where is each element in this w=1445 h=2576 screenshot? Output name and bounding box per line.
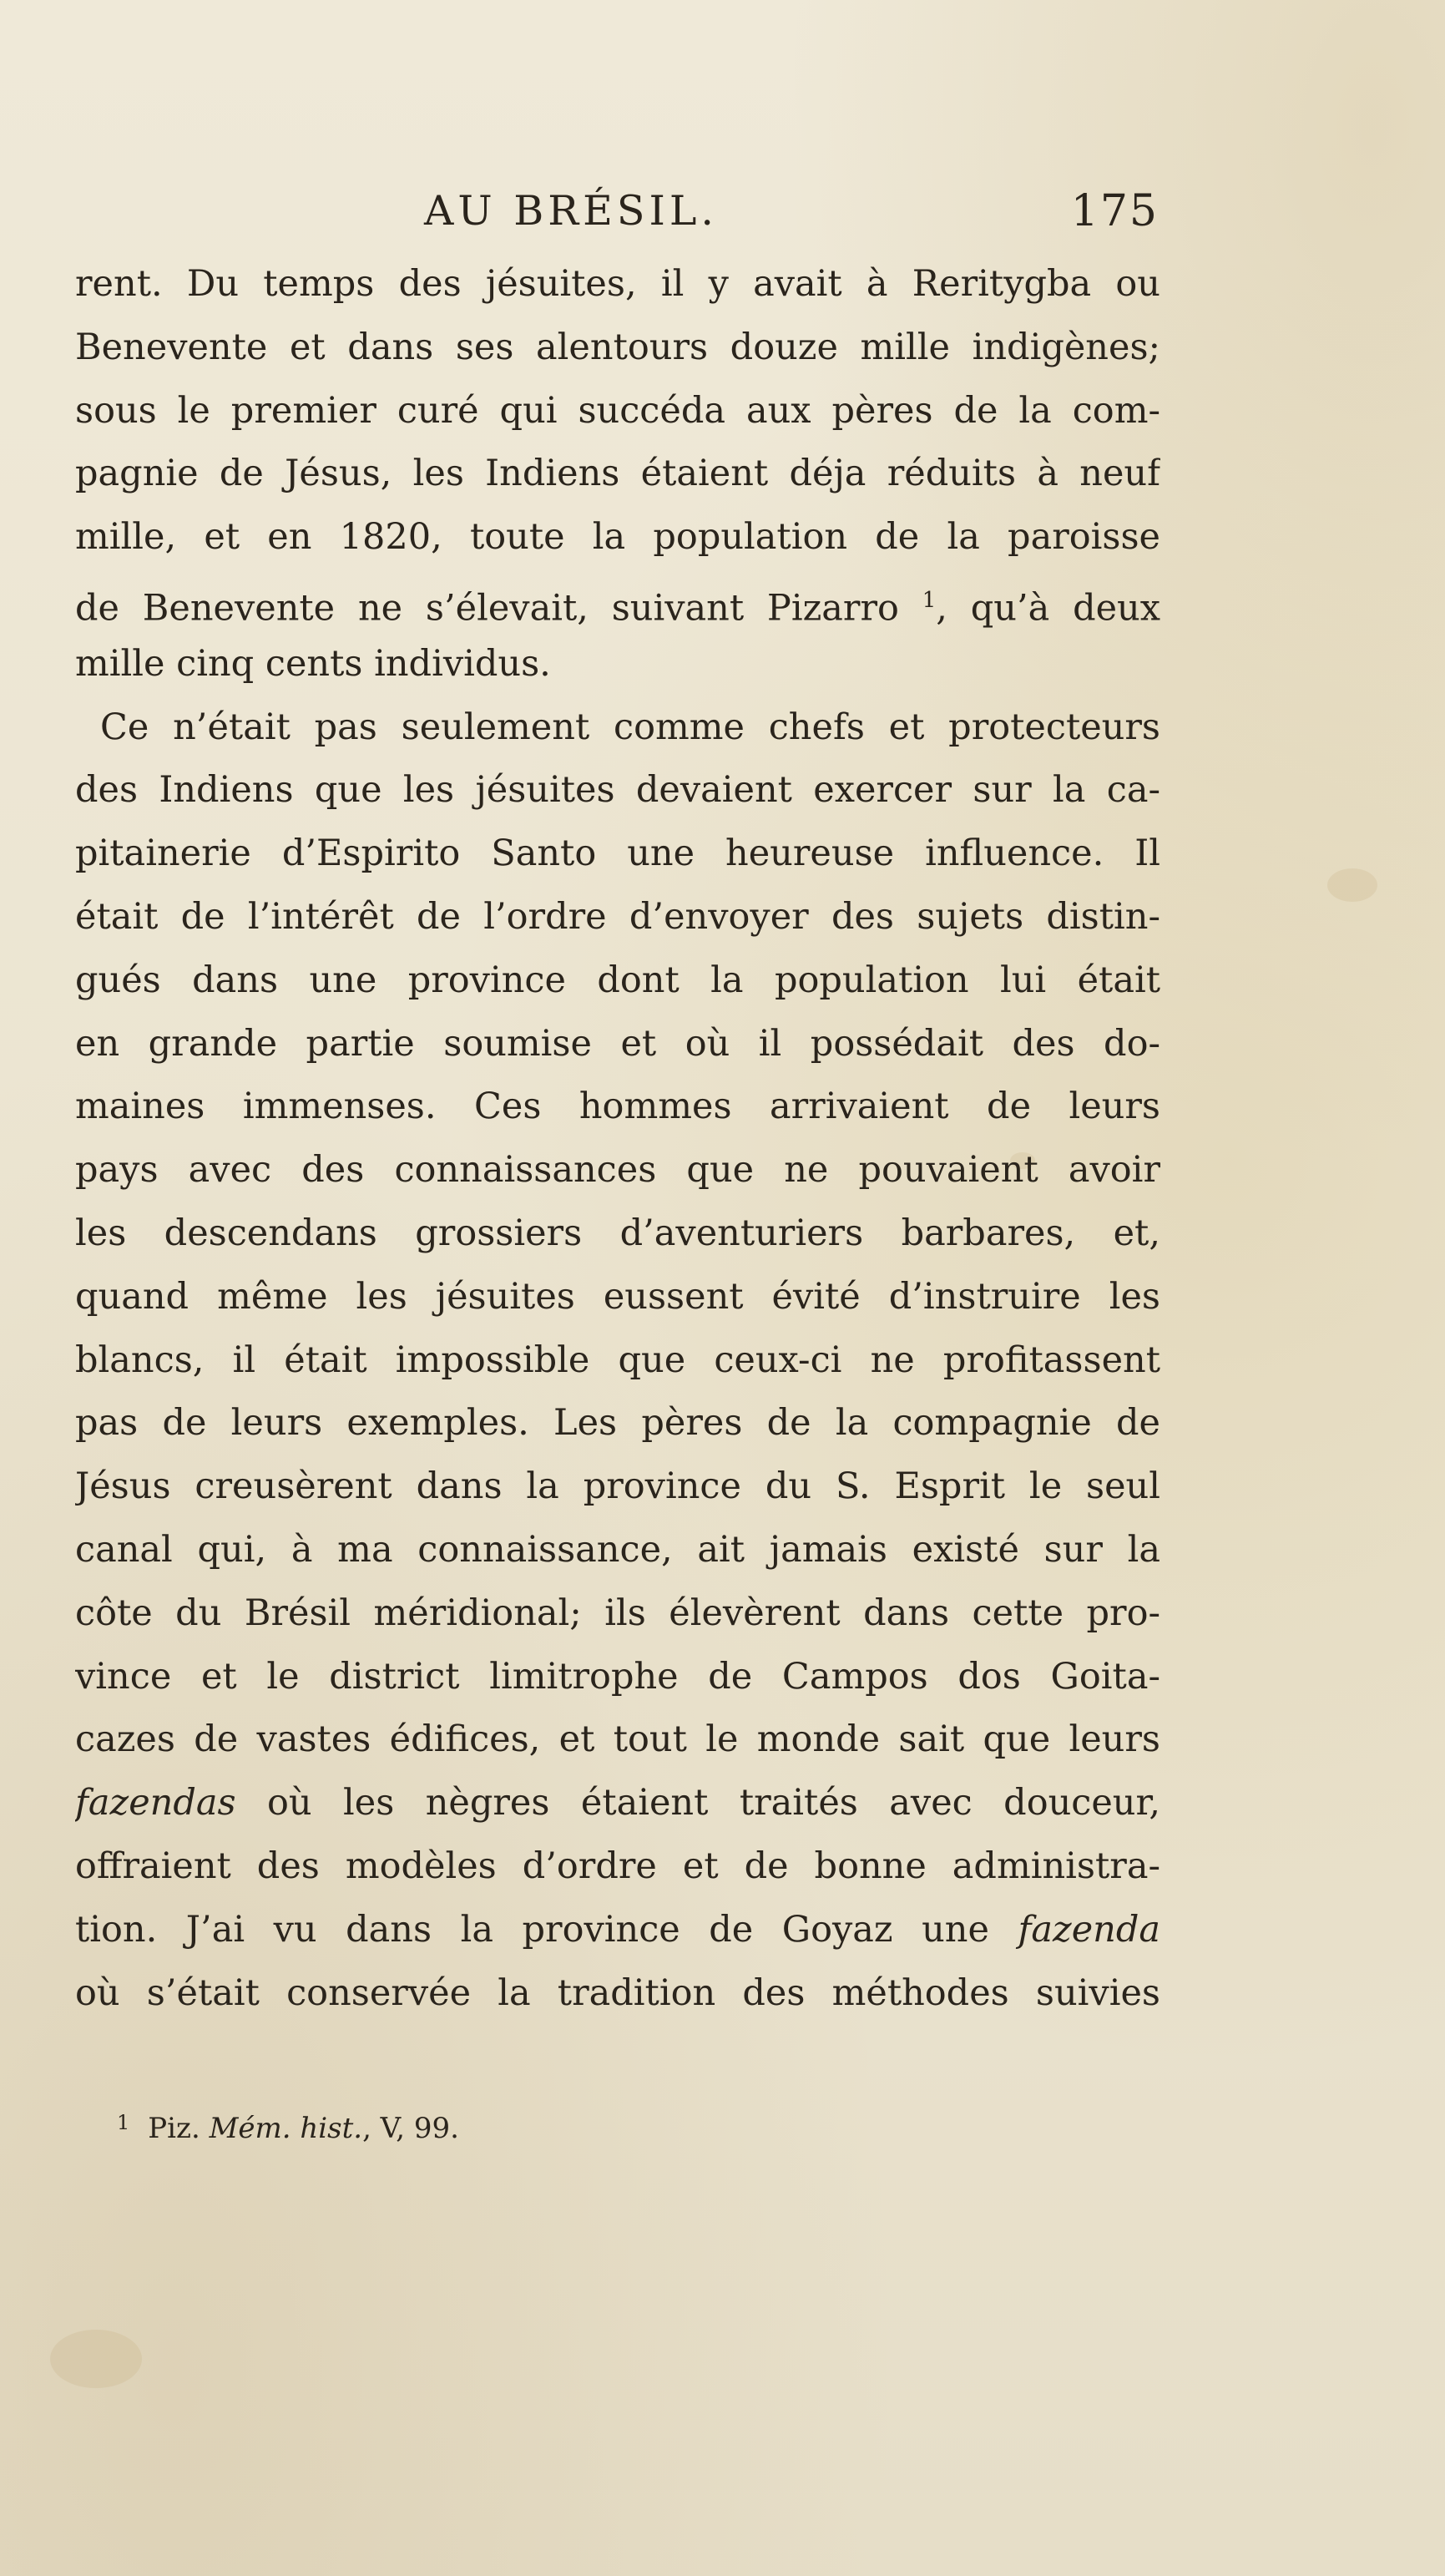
paper-stain xyxy=(1327,868,1377,902)
running-head-title: AU BRÉSIL. xyxy=(424,187,718,235)
text-line: maines immenses. Ces hommes arrivaient de leurs xyxy=(75,1086,1160,1128)
text-line: sous le premier curé qui succéda aux pères de la com- xyxy=(75,389,1160,432)
text-line: offraient des modèles d’ordre et de bonne administra- xyxy=(75,1845,1160,1887)
text-line: des Indiens que les jésuites devaient exercer sur la ca- xyxy=(75,769,1160,812)
text-line: cazes de vastes édifices, et tout le monde sait que leurs xyxy=(75,1718,1160,1761)
page-number: 175 xyxy=(1070,186,1159,236)
text-line: où s’était conservée la tradition des méthodes suivies xyxy=(75,1971,1160,2014)
text-line: pays avec des connaissances que ne pouvaient avoir xyxy=(75,1149,1160,1192)
text-line: les descendans grossiers d’aventuriers barbares, et, xyxy=(75,1212,1160,1254)
text-line: gués dans une province dont la population lui était xyxy=(75,959,1160,1001)
text-line: était de l’intérêt de l’ordre d’envoyer des sujets distin- xyxy=(75,895,1160,938)
text-line: mille, et en 1820, toute la population de la paroisse xyxy=(75,516,1160,559)
text-line: blancs, il était impossible que ceux-ci ne profitassent xyxy=(75,1339,1160,1381)
body-text xyxy=(75,253,1160,2025)
footnote xyxy=(117,2098,459,2153)
text-line: Jésus creusèrent dans la province du S. Esprit le seul xyxy=(75,1465,1160,1508)
text-line: en grande partie soumise et où il possédait des do- xyxy=(75,1022,1160,1065)
text-line: rent. Du temps des jésuites, il y avait à Reritygba ou xyxy=(75,263,1160,305)
text-line: canal qui, à ma connaissance, ait jamais existé sur la xyxy=(75,1528,1160,1571)
text-line: tion. J’ai vu dans la province de Goyaz une fazenda xyxy=(75,1908,1160,1951)
text-line: côte du Brésil méridional; ils élevèrent dans cette pro- xyxy=(75,1592,1160,1634)
italic-term: fazendas xyxy=(75,1782,236,1824)
text-line: pas de leurs exemples. Les pères de la compagnie de xyxy=(75,1402,1160,1445)
text-line: pitainerie d’Espirito Santo une heureuse influence. Il xyxy=(75,833,1160,875)
paper-stain xyxy=(50,2330,142,2388)
paragraph-start-line: Ce n’était pas seulement comme chefs et protecteurs xyxy=(100,706,1160,748)
text-line: pagnie de Jésus, les Indiens étaient déja réduits à neuf xyxy=(75,453,1160,495)
footnote-reference: 1 xyxy=(922,587,937,613)
text-line: quand même les jésuites eussent évité d’instruire les xyxy=(75,1275,1160,1318)
text-line: Benevente et dans ses alentours douze mille indigènes; xyxy=(75,326,1160,368)
text-line: mille cinq cents individus. xyxy=(75,642,551,685)
running-head xyxy=(73,182,1159,240)
text-line: de Benevente ne s’élevait, suivant Pizarro $^1$, qu’à deux xyxy=(75,587,1160,630)
footnote-mark: 1 xyxy=(117,2111,130,2134)
italic-term: fazenda xyxy=(1018,1908,1160,1951)
footnote-reference-detail: , V, 99. xyxy=(362,2112,459,2145)
footnote-work-title: Mém. hist. xyxy=(209,2112,363,2145)
text-line: fazendas où les nègres étaient traités avec douceur, xyxy=(75,1782,1160,1824)
footnote-author: Piz. xyxy=(148,2112,200,2145)
text-line: vince et le district limitrophe de Campos dos Goita- xyxy=(75,1655,1160,1698)
